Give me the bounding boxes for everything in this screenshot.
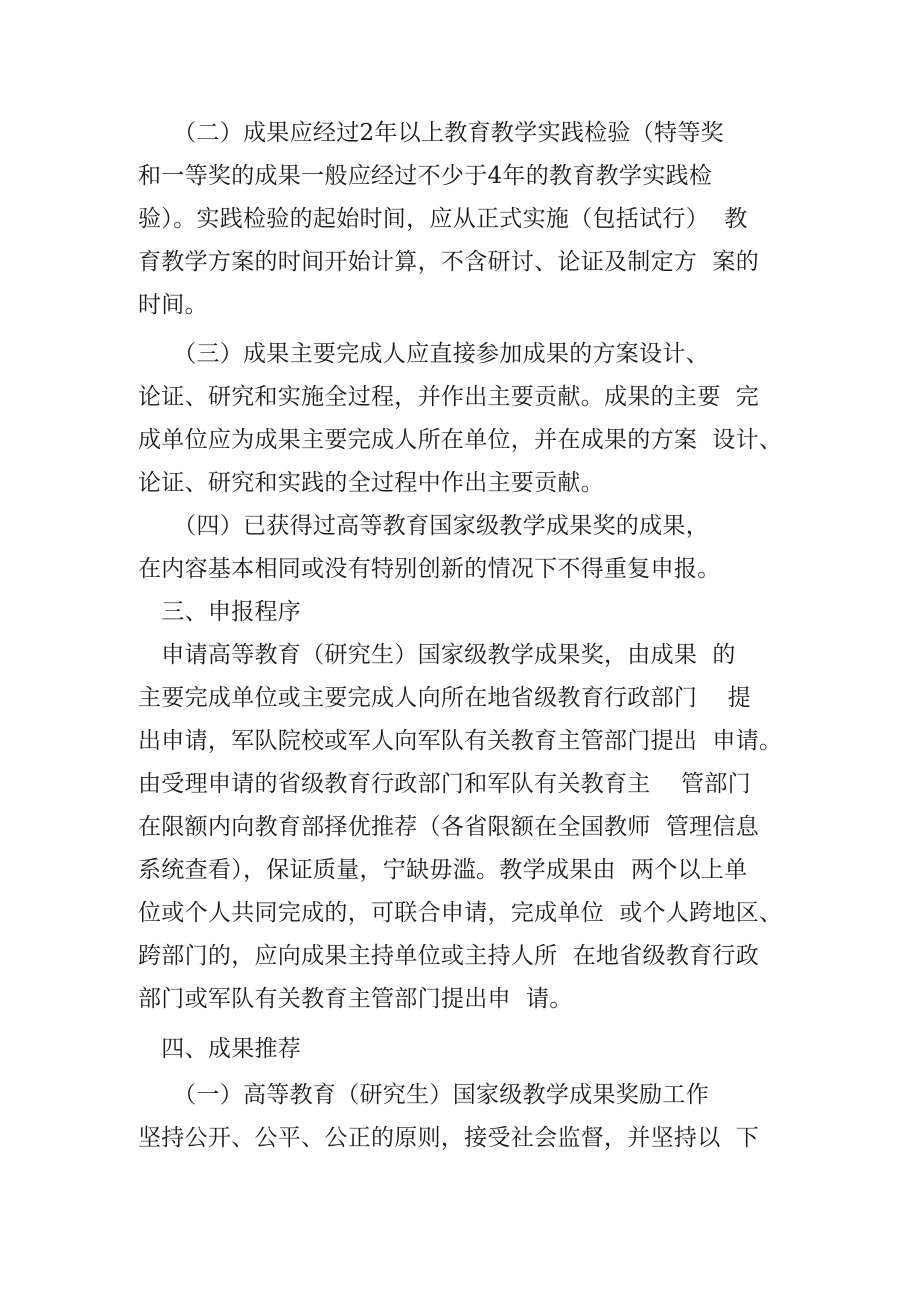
heading-text: 三、申报程序: [138, 599, 302, 625]
text-line: 在限额内向教育部择优推荐（各省限额在全国教师 管理信息: [138, 814, 760, 840]
paragraph-2-practice-test: [138, 112, 798, 327]
text-line: （二）成果应经过2年以上教育教学实践检验（特等奖: [138, 120, 724, 146]
text-line: 坚持公开、公平、公正的原则，接受社会监督，并坚持以 下: [138, 1125, 760, 1151]
text-line: 论证、研究和实施全过程，并作出主要贡献。成果的主要 完: [138, 384, 760, 410]
text-line: 和一等奖的成果一般应经过不少于4年的教育教学实践检: [138, 163, 713, 189]
text-line: 跨部门的，应向成果主持单位或主持人所 在地省级教育行政: [138, 943, 760, 969]
text-line: （三）成果主要完成人应直接参加成果的方案设计、: [138, 341, 709, 367]
paragraph-application-procedure: [138, 634, 798, 1021]
heading-text: 四、成果推荐: [138, 1036, 302, 1062]
text-line: 出申请，军队院校或军人向军队有关教育主管部门提出 申请。: [138, 728, 783, 754]
text-line: 时间。: [138, 292, 208, 318]
text-line: 论证、研究和实践的全过程中作出主要贡献。: [138, 470, 604, 496]
text-line: 系统查看），保证质量，宁缺毋滥。教学成果由 两个以上单: [138, 857, 748, 883]
paragraph-recommendation-principles: [138, 1074, 798, 1160]
text-line: （四）已获得过高等教育国家级教学成果奖的成果，: [138, 513, 709, 539]
text-line: 由受理申请的省级教育行政部门和军队有关教育主 管部门: [138, 771, 751, 797]
text-line: 部门或军队有关教育主管部门提出申 请。: [138, 986, 573, 1012]
text-line: 验）。实践检验的起始时间，应从正式实施（包括试行） 教: [138, 206, 748, 232]
text-line: 主要完成单位或主要完成人向所在地省级教育行政部门 提: [138, 685, 751, 711]
text-line: 在内容基本相同或没有特别创新的情况下不得重复申报。: [138, 556, 721, 582]
text-line: 申请高等教育（研究生）国家级教学成果奖，由成果 的: [138, 642, 736, 668]
section-heading-application-procedure: [138, 591, 798, 634]
text-line: 育教学方案的时间开始计算，不含研讨、论证及制定方 案的: [138, 249, 760, 275]
section-heading-achievement-recommendation: [138, 1028, 798, 1071]
text-line: （一）高等教育（研究生）国家级教学成果奖励工作: [138, 1082, 709, 1108]
paragraph-3-main-contributor: [138, 333, 798, 505]
paragraph-4-no-repeat: [138, 505, 798, 591]
text-line: 成单位应为成果主要完成人所在单位，并在成果的方案 设计、: [138, 427, 783, 453]
text-line: 位或个人共同完成的，可联合申请，完成单位 或个人跨地区、: [138, 900, 783, 926]
